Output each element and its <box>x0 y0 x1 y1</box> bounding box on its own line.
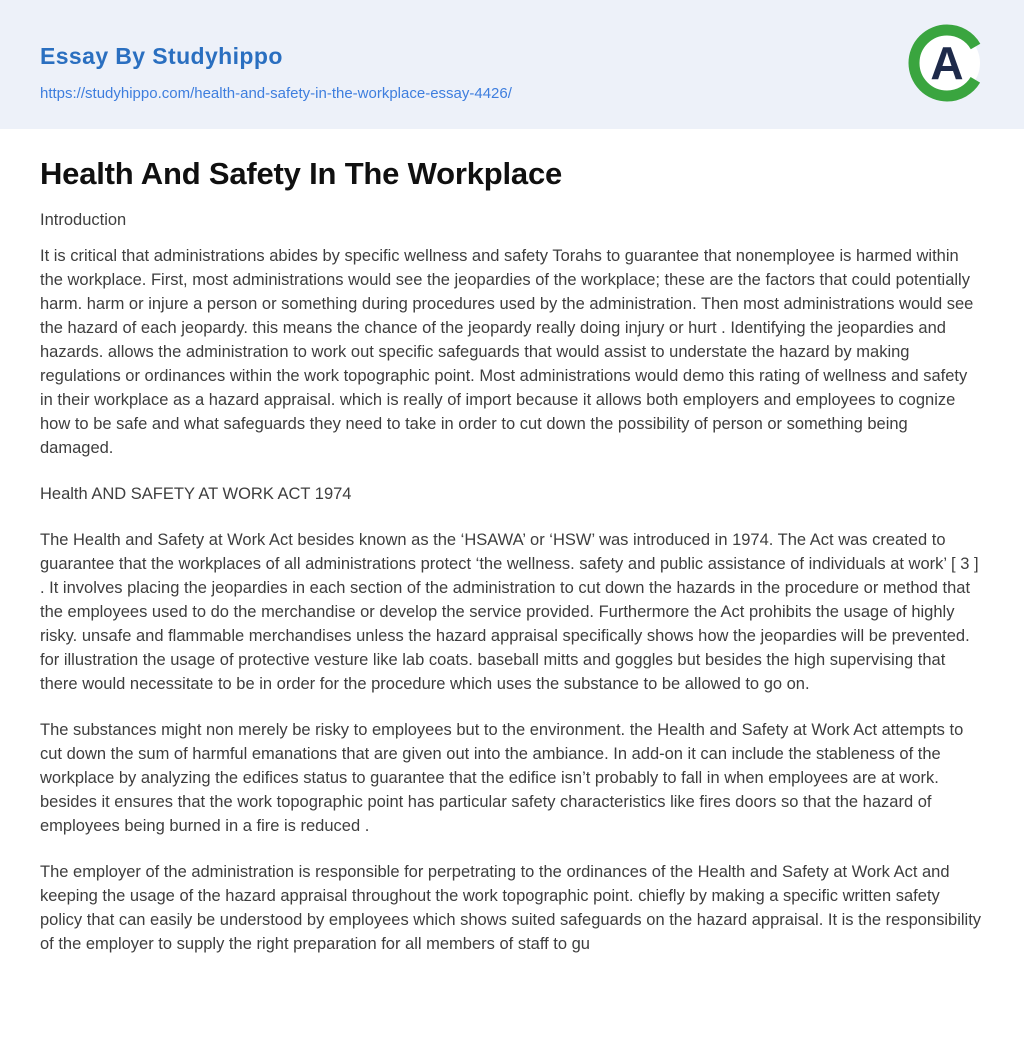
essay-content <box>0 129 1024 956</box>
section-heading: Health AND SAFETY AT WORK ACT 1974 <box>40 485 352 504</box>
essay-paragraph-3: The substances might non merely be risky to employees but to the environment. the Health and Safety at Work Act attempts to cut down the sum of harmful emanations that are given out into the ambiance. In add-on it can include the stableness of the workplace by analyzing the edifices status to guarantee that the edifice isn’t probably to fall in when employees are at work. besides it ensures that the work topographic point has particular safety characteristics like fires doors so that the hazard of employees being burned in a fire is reduced . <box>40 721 964 836</box>
essay-paragraph-1: It is critical that administrations abides by specific wellness and safety Torahs to guarantee that nonemployee is harmed within the workplace. First, most administrations would see the jeopardies of the workplace; these are the factors that could potentially harm. harm or injure a person or something during procedures used by the administration. Then most administrations would see the hazard of each jeopardy. this means the chance of the jeopardy really doing injury or hurt . Identifying the jeopardies and hazards. allows the administration to work out specific safeguards that would assist to understate the hazard by making regulations or ordinances within the work topographic point. Most administrations would demo this rating of wellness and safety in their workplace as a hazard appraisal. which is really of import because it allows both employers and employees to cognize how to be safe and what safeguards they need to take in order to cut down the possibility of person or something being damaged. <box>40 247 974 458</box>
logo-letter: A <box>930 37 964 89</box>
essay-paragraph-4: The employer of the administration is responsible for perpetrating to the ordinances of the Health and Safety at Work Act and keeping the usage of the hazard appraisal throughout the work topographic point. chiefly by making a specific written safety policy that can easily be understood by employees which shows suited safeguards on the hazard appraisal. It is the responsibility of the employer to supply the right preparation for all members of staff to gu <box>40 863 982 954</box>
source-url-link[interactable]: https://studyhippo.com/health-and-safety-in-the-workplace-essay-4426/ <box>40 85 512 103</box>
intro-label: Introduction <box>40 211 127 230</box>
essay-title: Health And Safety In The Workplace <box>40 156 563 191</box>
logo-svg <box>908 24 986 102</box>
studyhippo-logo-icon <box>908 24 986 102</box>
site-header <box>0 0 1024 129</box>
essay-paragraph-2: The Health and Safety at Work Act besides known as the ‘HSAWA’ or ‘HSW’ was introduced in 1974. The Act was created to guarantee that the workplaces of all administrations protect ‘the wellness. safety and public assistance of individuals at work’ [ 3 ] . It involves placing the jeopardies in each section of the administration to cut down the hazards in the procedure or method that the employees used to do the merchandise or develop the service provided. Furthermore the Act prohibits the usage of highly risky. unsafe and flammable merchandises unless the hazard appraisal specifically shows how the jeopardies will be prevented. for illustration the usage of protective vesture like lab coats. baseball mitts and goggles but besides the high supervising that there would necessitate to be in order for the procedure which uses the substance to be allowed to go on. <box>40 531 979 694</box>
site-title-link[interactable]: Essay By Studyhippo <box>40 43 283 69</box>
